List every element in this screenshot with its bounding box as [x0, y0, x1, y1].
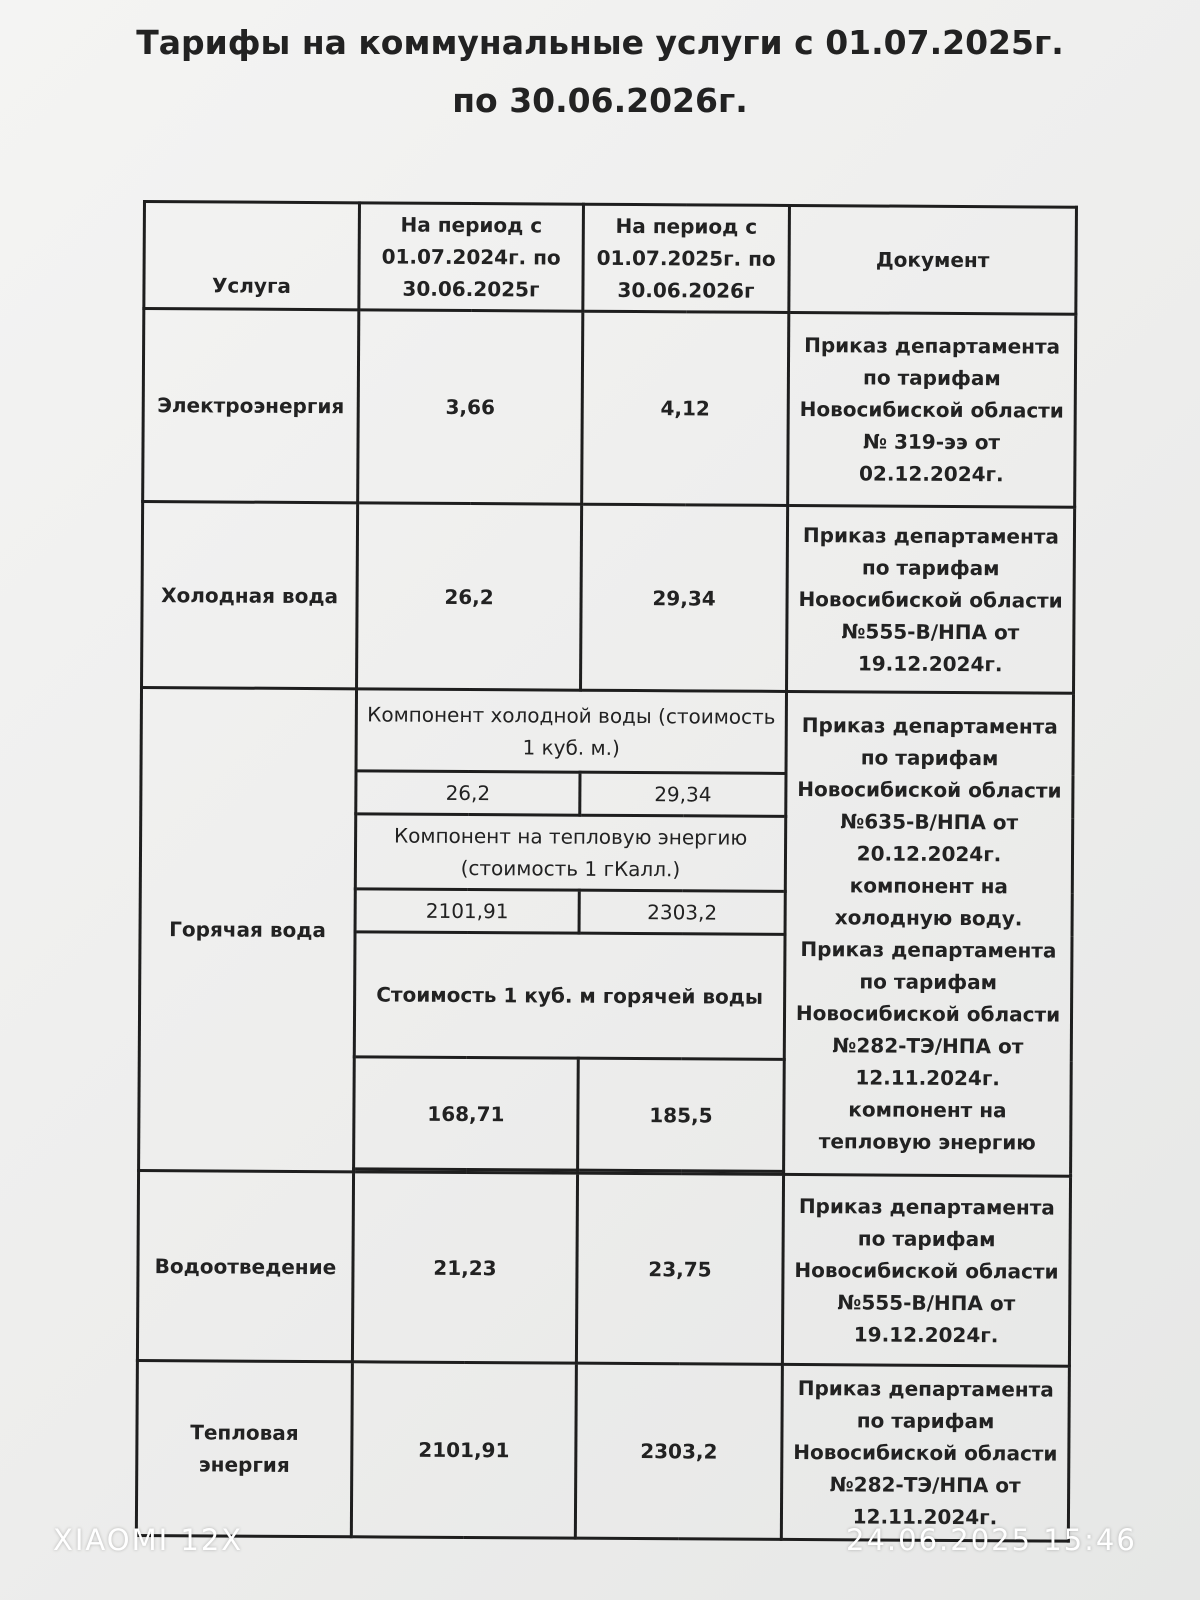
service-heat: Тепловая энергия [136, 1360, 352, 1536]
document-title [100, 14, 1100, 130]
cold-water-document: Приказ департамента по тарифам Новосибиской области №555-В/НПА от 19.12.2024г. [787, 505, 1075, 693]
header-row [144, 202, 1077, 315]
heat-value-1: 2101,91 [351, 1362, 576, 1538]
table-row [136, 1360, 1069, 1541]
cold-water-value-1: 26,2 [357, 503, 582, 690]
table-row [142, 502, 1075, 694]
sewerage-document: Приказ департамента по тарифам Новосибиской области №555-В/НПА от 19.12.2024г. [782, 1174, 1070, 1366]
header-period-2: На период с 01.07.2025г. по 30.06.2026г [583, 204, 790, 312]
service-cold-water: Холодная вода [142, 502, 358, 689]
table-row [141, 688, 1073, 776]
title-line-1: Тарифы на коммунальные услуги с 01.07.2025г. [136, 23, 1064, 62]
electricity-value-2: 4,12 [582, 311, 789, 505]
electricity-value-1: 3,66 [358, 310, 583, 504]
header-document: Документ [789, 205, 1077, 314]
sewerage-value-2: 23,75 [576, 1173, 783, 1364]
hot-water-cost-label: Стоимость 1 куб. м горячей воды [354, 932, 785, 1060]
service-hot-water: Горячая вода [139, 688, 357, 1172]
camera-watermark-timestamp: 24.06.2025 15:46 [846, 1523, 1137, 1557]
header-service: Услуга [144, 202, 360, 310]
hot-water-heat-component-label: Компонент на тепловую энергию (стоимость 1 гКалл.) [355, 814, 785, 892]
table-row [137, 1170, 1070, 1366]
table-row [143, 309, 1076, 508]
cold-water-value-2: 29,34 [581, 504, 788, 691]
hot-water-cost-value-1: 168,71 [354, 1057, 579, 1170]
hot-water-cold-component-label: Компонент холодной воды (стоимость 1 куб. м.) [356, 689, 786, 774]
hot-water-cost-value-2: 185,5 [578, 1058, 785, 1171]
service-electricity: Электроэнергия [143, 309, 359, 503]
camera-watermark-device: XIAOMI 12X [53, 1523, 244, 1557]
sewerage-value-1: 21,23 [352, 1172, 577, 1363]
hot-water-heat-component-value-1: 2101,91 [355, 889, 579, 933]
title-line-2: по 30.06.2026г. [452, 81, 748, 120]
heat-document: Приказ департамента по тарифам Новосибиской области №282-ТЭ/НПА от 12.11.2024г. [781, 1364, 1069, 1541]
hot-water-document: Приказ департамента по тарифам Новосибиской области №635-В/НПА от 20.12.2024г. компонент на холодную воду. Приказ департамента по тарифам Новосибиской области №282-ТЭ/НПА от 12.11.2024г. компонент на тепловую энергию [784, 691, 1074, 1176]
hot-water-cold-component-value-1: 26,2 [356, 771, 580, 815]
hot-water-heat-component-value-2: 2303,2 [579, 890, 785, 934]
service-sewerage: Водоотведение [137, 1170, 353, 1361]
heat-value-2: 2303,2 [575, 1363, 782, 1539]
hot-water-cold-component-value-2: 29,34 [580, 772, 786, 816]
header-period-1: На период с 01.07.2024г. по 30.06.2025г [359, 203, 584, 311]
electricity-document: Приказ департамента по тарифам Новосибиской области № 319-ээ от 02.12.2024г. [788, 312, 1076, 507]
tariffs-table [135, 200, 1078, 1543]
